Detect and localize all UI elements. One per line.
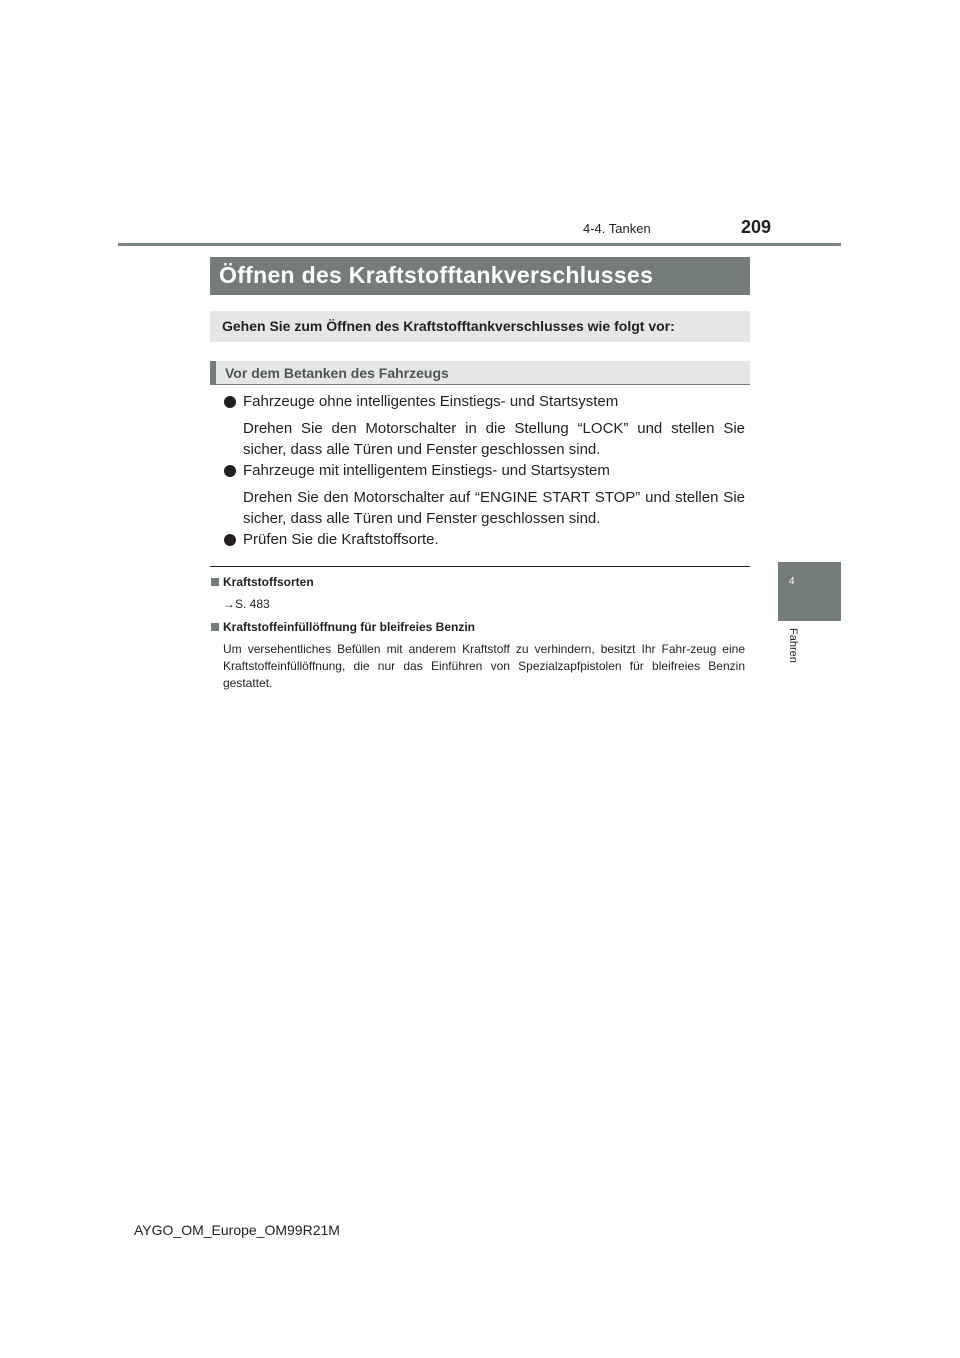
page-reference xyxy=(223,597,270,611)
chapter-tab xyxy=(778,562,841,621)
square-bullet-icon xyxy=(211,623,219,631)
note-heading: Kraftstoffeinfüllöffnung für bleifreies Benzin xyxy=(223,620,475,634)
page-title: Öffnen des Kraftstofftankverschlusses xyxy=(210,257,750,295)
section-divider xyxy=(210,566,750,567)
note-heading: Kraftstoffsorten xyxy=(223,575,314,589)
subsection-title: Vor dem Betanken des Fahrzeugs xyxy=(225,365,449,381)
item-text: Drehen Sie den Motorschalter in die Stellung “LOCK” und stellen Sie sicher, dass alle Türen und Fenster geschlossen sind. xyxy=(243,420,745,458)
header-divider xyxy=(118,243,841,246)
bullet-icon xyxy=(224,396,236,408)
subsection-header xyxy=(210,361,750,385)
document-code: AYGO_OM_Europe_OM99R21M xyxy=(134,1222,340,1238)
page-number: 209 xyxy=(741,217,772,237)
bullet-icon xyxy=(224,534,236,546)
item-text: Drehen Sie den Motorschalter auf “ENGINE START STOP” und stellen Sie sicher, dass alle Türen und Fenster geschlossen sind. xyxy=(243,489,745,527)
item-heading: Prüfen Sie die Kraftstoffsorte. xyxy=(243,531,439,548)
bullet-icon xyxy=(224,465,236,477)
item-heading: Fahrzeuge ohne intelligentes Einstiegs- und Startsystem xyxy=(243,393,619,410)
page-reference-text: S. 483 xyxy=(235,597,270,611)
item-heading: Fahrzeuge mit intelligentem Einstiegs- und Startsystem xyxy=(243,462,610,479)
chapter-number: 4 xyxy=(789,576,795,587)
chapter-label: Fahren xyxy=(787,628,799,663)
note-text: Um versehentliches Befüllen mit anderem Kraftstoff zu verhindern, besitzt Ihr Fahr-zeug eine Kraftstoffeinfüllöffnung, die nur das Einführen von Spezialzapfpistolen für bleifreies Benzin gestattet. xyxy=(223,642,745,690)
subsection-accent xyxy=(210,361,216,384)
section-label: 4-4. Tanken xyxy=(583,221,651,236)
intro-text: Gehen Sie zum Öffnen des Kraftstofftankverschlusses wie folgt vor: xyxy=(210,311,750,342)
arrow-icon: → xyxy=(223,597,235,611)
square-bullet-icon xyxy=(211,578,219,586)
